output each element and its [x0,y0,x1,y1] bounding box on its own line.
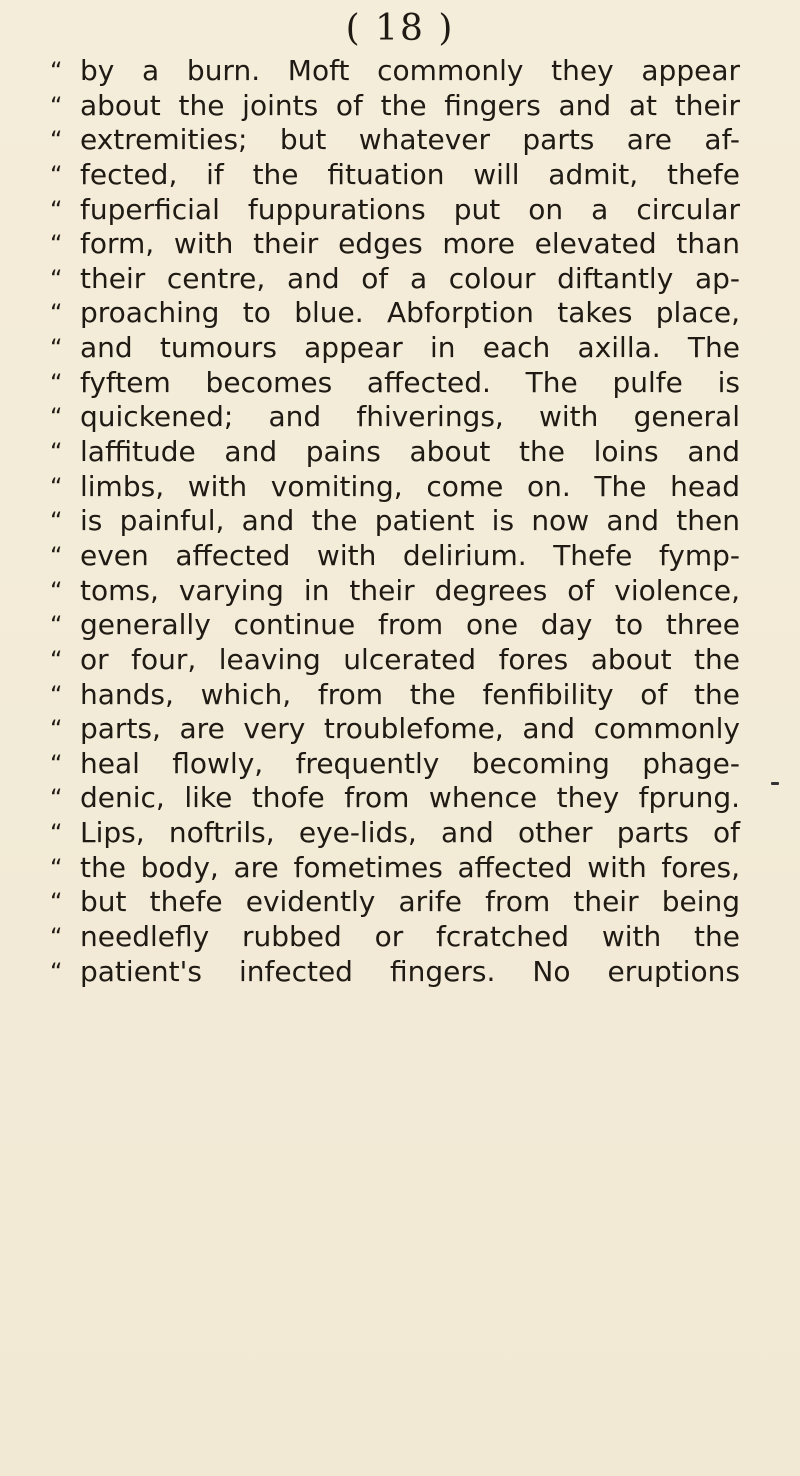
text-line [50,366,740,401]
line-text: heal flowly, frequently becoming phage- [80,746,740,780]
text-line [50,574,740,609]
text-line [50,504,740,539]
quote-mark: “ [50,264,63,293]
text-line [50,435,740,470]
quote-mark: “ [50,507,63,536]
line-text: fuperficial fuppurations put on a circular [80,192,740,226]
page-number: ( 18 ) [345,8,455,49]
text-line [50,158,740,193]
line-text: about the joints of the fingers and at their [80,88,740,122]
line-text: extremities; but whatever parts are af- [80,123,740,157]
quote-mark: “ [50,438,63,467]
text-line [50,885,740,920]
line-text: proaching to blue. Abforption takes place, [80,296,740,330]
line-text: their centre, and of a colour diftantly ap- [80,261,740,295]
quote-mark: “ [50,230,63,259]
line-text: even affected with delirium. Thefe fymp- [80,538,740,572]
text-line [50,400,740,435]
quote-mark: “ [50,819,63,848]
body-text [50,54,740,989]
line-text: limbs, with vomiting, come on. The head [80,469,740,503]
line-text: parts, are very troublefome, and commonly [80,712,740,746]
line-text: but thefe evidently arife from their being [80,885,740,919]
text-line [50,678,740,713]
line-text: the body, are fometimes affected with fores, [80,850,740,884]
line-text: fected, if the fituation will admit, thefe [80,157,740,191]
quote-mark: “ [50,784,63,813]
line-text: form, with their edges more elevated than [80,227,740,261]
quote-mark: “ [50,195,63,224]
line-text: fyftem becomes affected. The pulfe is [80,365,740,399]
line-text: or four, leaving ulcerated fores about the [80,642,740,676]
text-line [50,608,740,643]
quote-mark: “ [50,680,63,709]
quote-mark: “ [50,334,63,363]
quote-mark: “ [50,611,63,640]
line-text: quickened; and fhiverings, with general [80,400,740,434]
quote-mark: “ [50,91,63,120]
text-line [50,643,740,678]
line-text: and tumours appear in each axilla. The [80,331,740,365]
text-line [50,227,740,262]
quote-mark: “ [50,888,63,917]
text-line [50,193,740,228]
text-line [50,920,740,955]
quote-mark: “ [50,957,63,986]
text-line [50,470,740,505]
line-text: by a burn. Moft commonly they appear [80,54,740,87]
line-text: needlefly rubbed or fcratched with the [80,920,740,954]
quote-mark: “ [50,403,63,432]
quote-mark: “ [50,368,63,397]
margin-ink-mark [771,782,779,785]
text-line [50,331,740,366]
quote-mark: “ [50,472,63,501]
quote-mark: “ [50,541,63,570]
quote-mark: “ [50,853,63,882]
quote-mark: “ [50,126,63,155]
text-line [50,262,740,297]
line-text: laffitude and pains about the loins and [80,435,740,469]
quote-mark: “ [50,299,63,328]
line-text: Lips, noftrils, eye-lids, and other parts of [80,816,740,850]
text-line [50,296,740,331]
line-text: denic, like thofe from whence they fprung. [80,781,740,815]
quote-mark: “ [50,749,63,778]
text-line [50,54,740,89]
quote-mark: “ [50,645,63,674]
quote-mark: “ [50,715,63,744]
text-line [50,539,740,574]
line-text: hands, which, from the fenfibility of the [80,677,740,711]
text-line [50,123,740,158]
line-text: generally continue from one day to three [80,608,740,642]
text-line [50,781,740,816]
text-line [50,955,740,990]
line-text: toms, varying in their degrees of violence, [80,573,740,607]
text-line [50,89,740,124]
text-line [50,712,740,747]
quote-mark: “ [50,160,63,189]
text-line [50,851,740,886]
quote-mark: “ [50,923,63,952]
line-text: is painful, and the patient is now and then [80,504,740,538]
quote-mark: “ [50,57,63,85]
text-line [50,816,740,851]
line-text: patient's infected fingers. No eruptions [80,954,740,988]
quote-mark: “ [50,576,63,605]
text-line [50,747,740,782]
